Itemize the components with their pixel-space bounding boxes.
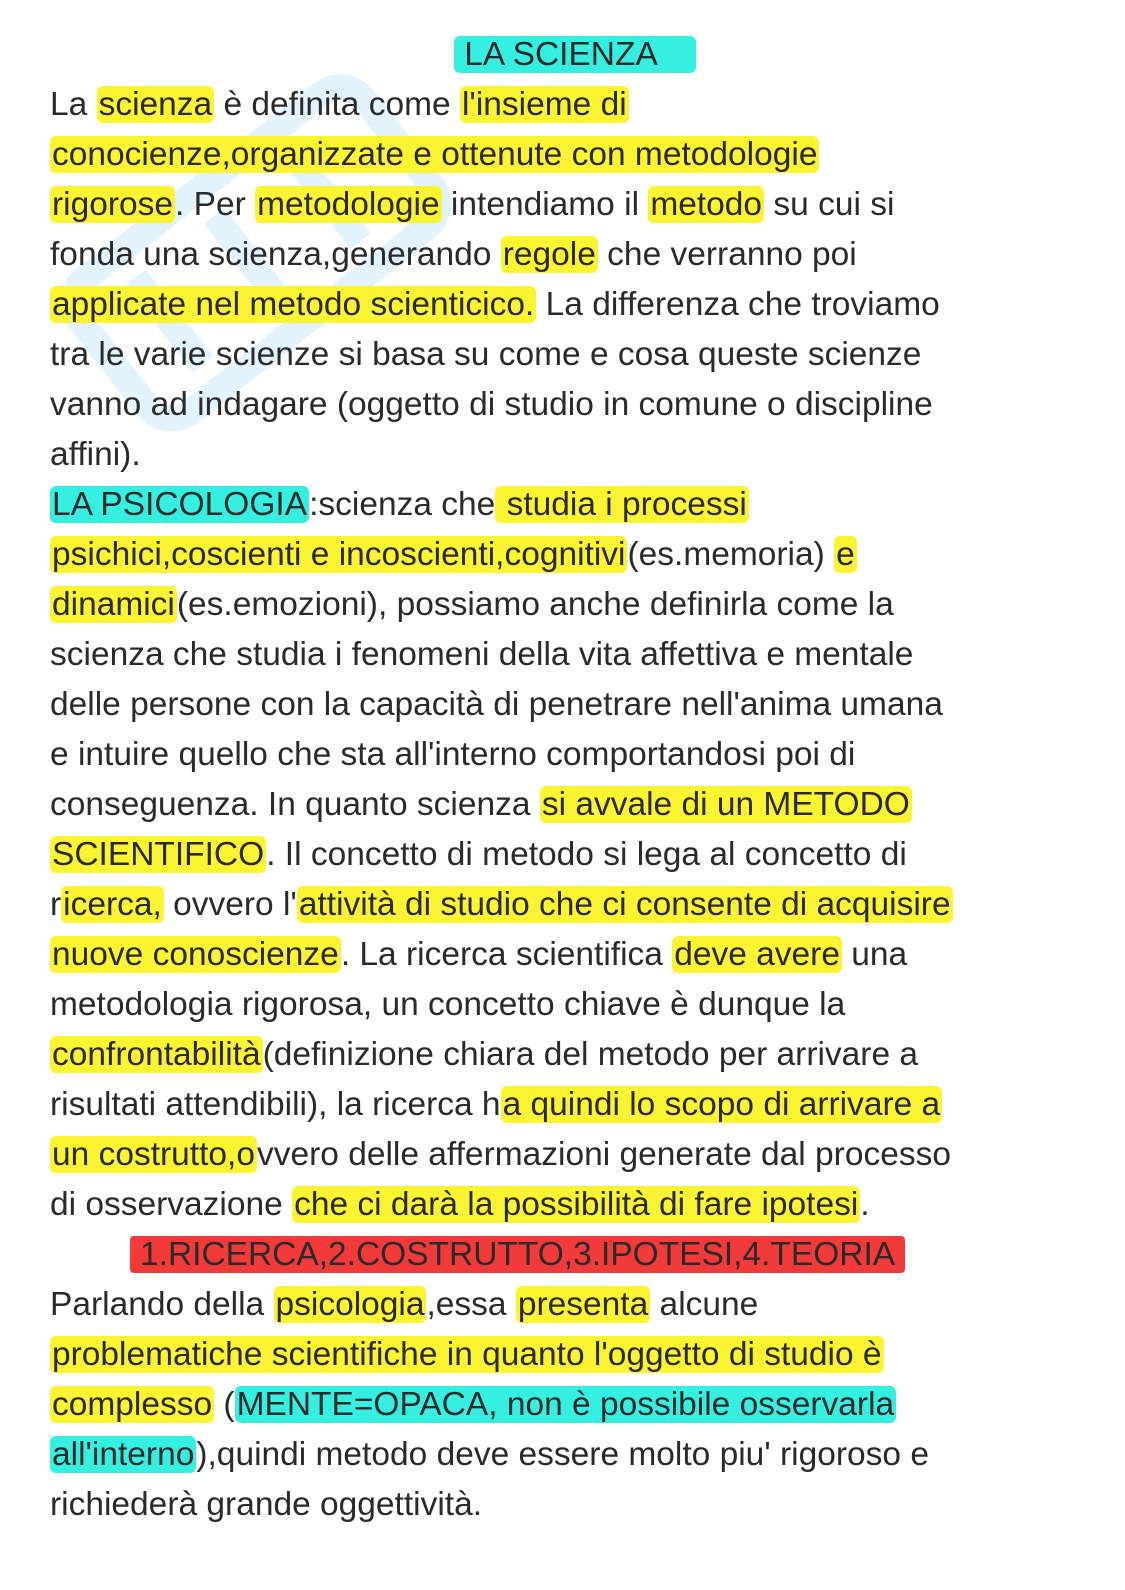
text-line bbox=[50, 930, 1100, 980]
text-line bbox=[50, 680, 1100, 730]
text-segment: ,essa bbox=[426, 1286, 516, 1323]
highlight-yellow: attività di studio che ci consente di acquisire bbox=[298, 886, 951, 923]
text-line bbox=[50, 1030, 1100, 1080]
highlight-yellow: psicologia bbox=[275, 1286, 425, 1323]
text-line bbox=[50, 1430, 1100, 1480]
text-segment: che verranno poi bbox=[597, 236, 857, 273]
text-segment: ovvero l' bbox=[163, 886, 297, 923]
text-line bbox=[50, 780, 1100, 830]
text-segment: . Il concetto di metodo si lega al concetto di bbox=[266, 836, 907, 873]
text-line bbox=[50, 280, 1100, 330]
text-segment: tra le varie scienze si basa su come e cosa queste scienze bbox=[50, 336, 922, 373]
text-line bbox=[50, 1280, 1100, 1330]
text-segment: risultati attendibili), la ricerca h bbox=[50, 1086, 501, 1123]
text-line bbox=[50, 180, 1100, 230]
highlight-yellow: l'insieme di bbox=[461, 86, 627, 123]
text-segment: è definita come bbox=[214, 86, 460, 123]
highlight-red-heading: 1.RICERCA,2.COSTRUTTO,3.IPOTESI,4.TEORIA bbox=[130, 1236, 905, 1273]
highlight-yellow: problematiche scientifiche in quanto l'oggetto di studio è bbox=[52, 1336, 882, 1373]
highlight-yellow: nuove conoscienze bbox=[52, 936, 339, 973]
text-segment: r bbox=[50, 886, 62, 923]
highlight-yellow: confrontabilità bbox=[52, 1036, 261, 1073]
text-segment: . La ricerca scientifica bbox=[340, 936, 673, 973]
text-segment: alcune bbox=[650, 1286, 759, 1323]
document-body bbox=[50, 80, 1100, 1530]
text-line bbox=[50, 230, 1100, 280]
highlight-yellow: SCIENTIFICO bbox=[52, 836, 265, 873]
text-segment: La bbox=[50, 86, 97, 123]
text-segment: fonda una scienza,generando bbox=[50, 236, 501, 273]
text-segment: :scienza che bbox=[309, 486, 496, 523]
text-line bbox=[50, 730, 1100, 780]
text-segment: . Per bbox=[175, 186, 256, 223]
text-line bbox=[50, 630, 1100, 680]
text-line bbox=[50, 1330, 1100, 1380]
text-line bbox=[50, 480, 1100, 530]
text-segment: . bbox=[860, 1186, 870, 1223]
highlight-yellow: si avvale di un METODO bbox=[541, 786, 910, 823]
text-segment: ( bbox=[214, 1386, 235, 1423]
text-segment: (es.emozioni), possiamo anche definirla come la bbox=[176, 586, 894, 623]
text-line bbox=[50, 80, 1100, 130]
text-segment: ),quindi metodo deve essere molto piu' rigoroso e bbox=[196, 1436, 929, 1473]
text-segment: (definizione chiara del metodo per arrivare a bbox=[262, 1036, 919, 1073]
highlight-yellow: dinamici bbox=[52, 586, 175, 623]
text-line bbox=[50, 880, 1100, 930]
document-title-line bbox=[50, 30, 1100, 80]
text-segment: su cui si bbox=[764, 186, 895, 223]
highlight-yellow: icerca, bbox=[63, 886, 162, 923]
highlight-yellow: complesso bbox=[52, 1386, 213, 1423]
text-line bbox=[50, 1180, 1100, 1230]
text-line bbox=[50, 1480, 1100, 1530]
text-segment: delle persone con la capacità di penetrare nell'anima umana bbox=[50, 686, 943, 723]
text-segment: di osservazione bbox=[50, 1186, 293, 1223]
text-line bbox=[50, 430, 1100, 480]
text-segment: Parlando della bbox=[50, 1286, 274, 1323]
highlight-yellow: metodo bbox=[650, 186, 763, 223]
highlight-yellow: studia i processi bbox=[497, 486, 747, 523]
text-segment: conseguenza. In quanto scienza bbox=[50, 786, 540, 823]
text-segment: affini). bbox=[50, 436, 141, 473]
highlight-yellow: presenta bbox=[517, 1286, 649, 1323]
highlight-yellow: psichici,coscienti e incoscienti,cognitivi bbox=[52, 536, 626, 573]
highlight-yellow: deve avere bbox=[674, 936, 840, 973]
highlight-yellow: conocienze,organizzate e ottenute con metodologie bbox=[52, 136, 818, 173]
text-segment: e intuire quello che sta all'interno comportandosi poi di bbox=[50, 736, 856, 773]
highlight-cyan: MENTE=OPACA, non è possibile osservarla bbox=[236, 1386, 895, 1423]
highlight-yellow: un costrutto,o bbox=[52, 1136, 255, 1173]
text-line bbox=[50, 380, 1100, 430]
document-title: LA SCIENZA bbox=[454, 36, 696, 73]
text-segment: scienza che studia i fenomeni della vita affettiva e mentale bbox=[50, 636, 914, 673]
highlight-cyan: all'interno bbox=[52, 1436, 195, 1473]
highlight-yellow: rigorose bbox=[52, 186, 174, 223]
highlight-yellow: a quindi lo scopo di arrivare a bbox=[502, 1086, 941, 1123]
text-line bbox=[50, 580, 1100, 630]
highlight-yellow: scienza bbox=[98, 86, 213, 123]
text-segment: richiederà grande oggettività. bbox=[50, 1486, 483, 1523]
text-line bbox=[50, 530, 1100, 580]
text-segment: vvero delle affermazioni generate dal processo bbox=[256, 1136, 951, 1173]
text-segment: una bbox=[841, 936, 908, 973]
text-segment: vanno ad indagare (oggetto di studio in comune o discipline bbox=[50, 386, 933, 423]
highlight-yellow: che ci darà la possibilità di fare ipotesi bbox=[294, 1186, 859, 1223]
text-line bbox=[50, 980, 1100, 1030]
text-line bbox=[50, 1080, 1100, 1130]
text-line bbox=[50, 830, 1100, 880]
text-line bbox=[50, 130, 1100, 180]
highlight-yellow: regole bbox=[502, 236, 596, 273]
highlight-cyan: LA PSICOLOGIA bbox=[52, 486, 308, 523]
text-segment: (es.memoria) bbox=[627, 536, 835, 573]
text-line bbox=[50, 330, 1100, 380]
text-line bbox=[50, 1130, 1100, 1180]
text-line bbox=[50, 1230, 1100, 1280]
highlight-yellow: e bbox=[836, 536, 855, 573]
text-segment: intendiamo il bbox=[441, 186, 649, 223]
text-line bbox=[50, 1380, 1100, 1430]
highlight-yellow: applicate nel metodo scienticico. bbox=[52, 286, 535, 323]
text-segment: La differenza che troviamo bbox=[536, 286, 940, 323]
text-segment: metodologia rigorosa, un concetto chiave è dunque la bbox=[50, 986, 846, 1023]
document-page bbox=[50, 30, 1100, 1530]
highlight-yellow: metodologie bbox=[257, 186, 440, 223]
